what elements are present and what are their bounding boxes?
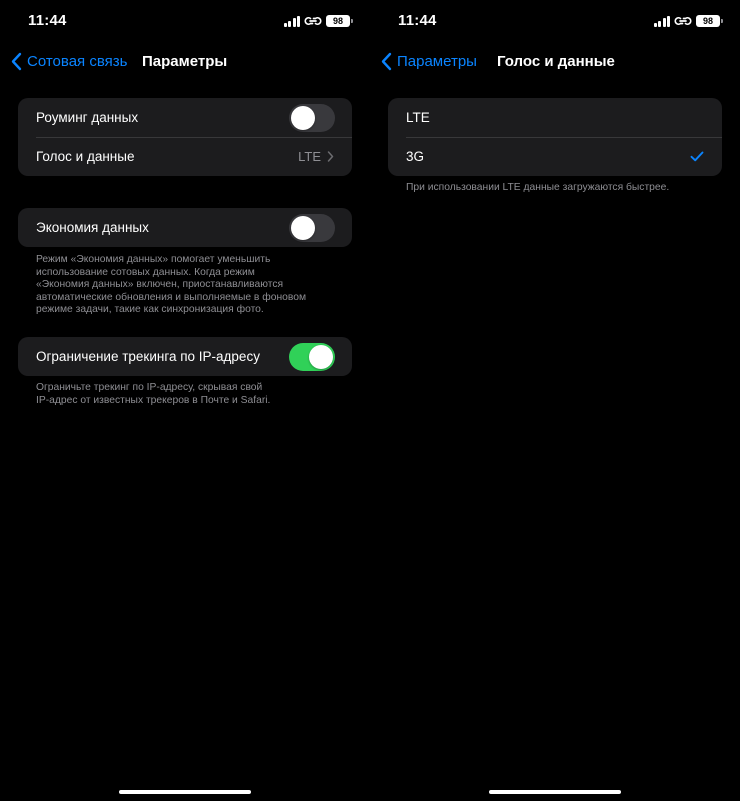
network-footnote: При использовании LTE данные загружаются быстрее. <box>406 182 670 193</box>
footnote-line: автоматические обновления и выполняемые в фоновом <box>36 291 307 303</box>
row-low-data-mode <box>18 208 352 247</box>
nav-bar <box>0 50 370 76</box>
status-bar <box>0 12 370 32</box>
group-data-options <box>18 98 352 176</box>
chevron-right-icon <box>327 151 334 162</box>
right-screen <box>370 0 740 801</box>
battery-icon: 98 <box>696 15 720 27</box>
footnote-line: IP-адрес от известных трекеров в Почте и Safari. <box>36 394 271 406</box>
low-data-toggle[interactable] <box>289 214 335 242</box>
back-label: Сотовая связь <box>27 53 128 70</box>
footnote-line: Режим «Экономия данных» помогает уменьшить <box>36 254 271 265</box>
link-icon <box>674 15 692 27</box>
status-bar <box>370 12 740 32</box>
option-lte[interactable] <box>388 98 722 137</box>
footnote-line: Ограничьте трекинг по IP-адресу, скрывая свой <box>36 382 263 393</box>
roaming-toggle[interactable] <box>289 104 335 132</box>
group-network-options <box>388 98 722 176</box>
row-label: Ограничение трекинга по IP-адресу <box>36 349 260 364</box>
chevron-left-icon <box>10 52 22 71</box>
row-value: LTE <box>298 149 321 164</box>
home-indicator[interactable] <box>489 790 621 794</box>
signal-icon <box>654 16 671 27</box>
ip-tracking-footnote <box>36 382 342 407</box>
row-label: Голос и данные <box>36 149 135 164</box>
status-time: 11:44 <box>398 12 437 29</box>
back-label: Параметры <box>397 53 477 70</box>
row-data-roaming <box>18 98 352 137</box>
group-low-data <box>18 208 352 247</box>
row-label: Экономия данных <box>36 220 149 235</box>
checkmark-icon <box>690 151 704 162</box>
status-icons <box>284 15 351 27</box>
option-label: LTE <box>406 110 430 125</box>
footnote-line: использование сотовых данных. Когда режим <box>36 266 255 278</box>
chevron-left-icon <box>380 52 392 71</box>
toggle-knob <box>291 106 315 130</box>
footnote-line: «Экономия данных» включен, приостанавливаются <box>36 279 284 291</box>
back-button[interactable] <box>10 52 127 71</box>
signal-icon <box>284 16 301 27</box>
battery-icon: 98 <box>326 15 350 27</box>
page-title: Голос и данные <box>497 53 615 70</box>
page-title: Параметры <box>142 53 228 70</box>
option-3g[interactable] <box>388 137 722 176</box>
nav-bar <box>370 50 740 76</box>
ip-tracking-toggle[interactable] <box>289 343 335 371</box>
row-ip-tracking <box>18 337 352 376</box>
toggle-knob <box>309 345 333 369</box>
home-indicator[interactable] <box>119 790 251 794</box>
row-voice-data[interactable] <box>18 137 352 176</box>
group-ip-tracking <box>18 337 352 376</box>
row-label: Роуминг данных <box>36 110 139 125</box>
status-time: 11:44 <box>28 12 67 29</box>
link-icon <box>304 15 322 27</box>
option-label: 3G <box>406 149 425 164</box>
footnote-line: режиме задачи, такие как синхронизация фото. <box>36 304 264 316</box>
back-button[interactable] <box>380 52 477 71</box>
status-icons <box>654 15 721 27</box>
low-data-footnote <box>36 254 342 317</box>
toggle-knob <box>291 216 315 240</box>
